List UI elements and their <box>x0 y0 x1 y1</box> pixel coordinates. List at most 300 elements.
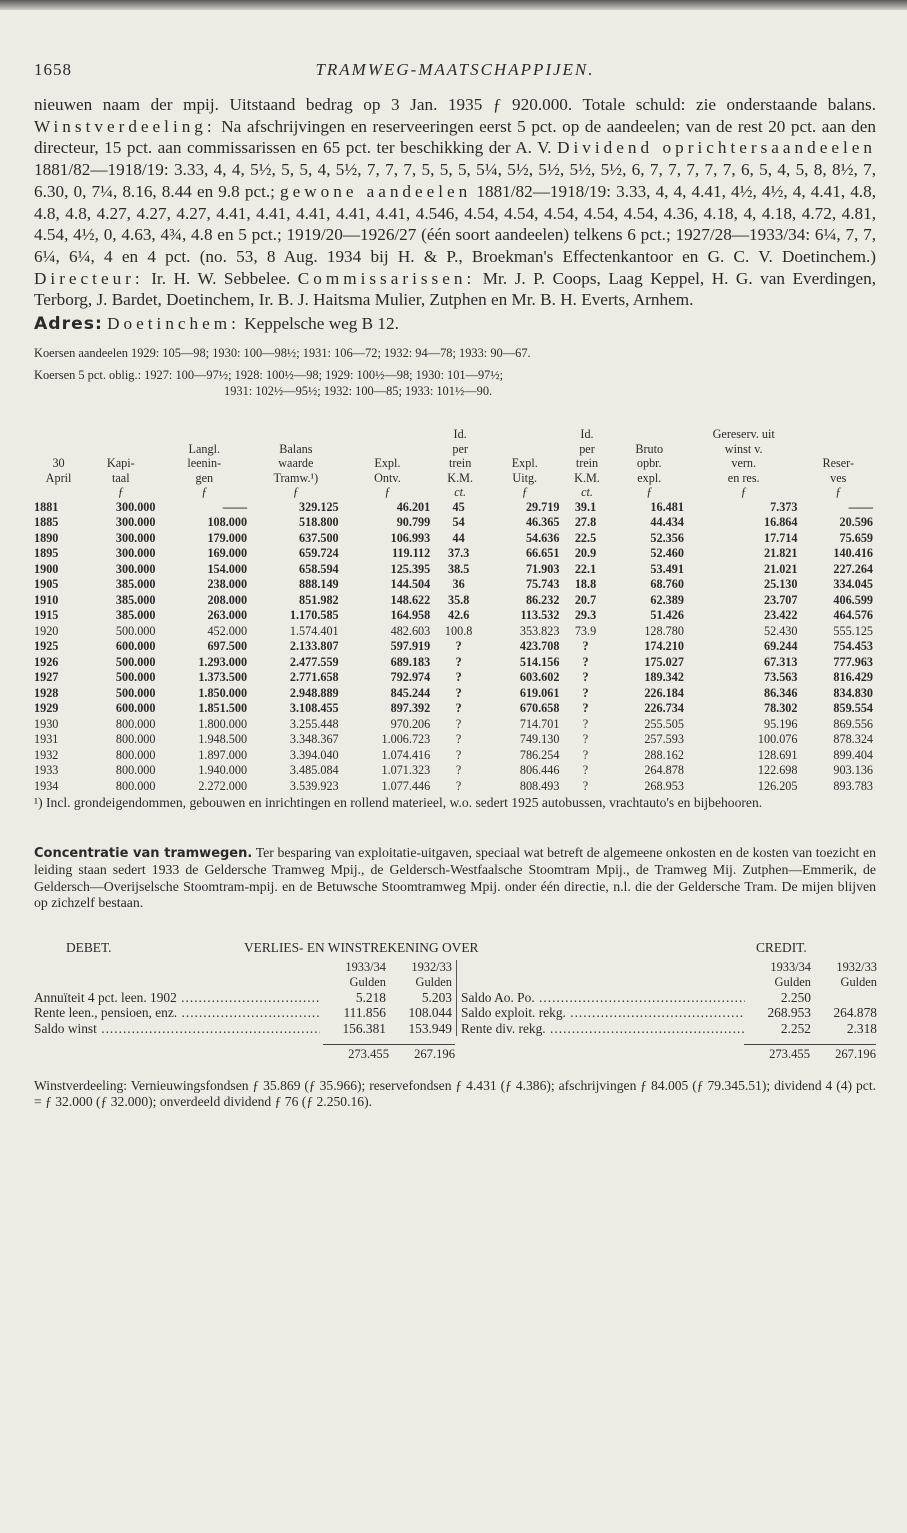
table-footnote: ¹) Incl. grondeigendommen, gebouwen en inrichtingen en rollend materieel, w.o. sedert 1925 autobussen, vrachtauto's en bijbehooren. <box>34 795 763 811</box>
column-header-line: vern. <box>731 456 757 471</box>
page-number: 1658 <box>34 60 72 79</box>
table-row <box>34 546 876 562</box>
table-cell: 208.000 <box>207 592 248 607</box>
table-cell: 385.000 <box>115 577 156 592</box>
table-cell: 1932 <box>34 747 59 762</box>
table-cell: 22.5 <box>574 530 597 545</box>
table-cell: 25.130 <box>763 577 798 592</box>
table-row <box>34 577 876 593</box>
column-header-line: Tramw.¹) <box>273 470 319 485</box>
table-row <box>34 624 876 640</box>
table-cell: 1895 <box>34 546 59 561</box>
table-row <box>34 531 876 547</box>
table-row <box>34 717 876 733</box>
koersen-obligaties-2: 1931: 102½—95½; 1932: 100—85; 1933: 101½—90. <box>224 384 493 399</box>
debet-currency-1: Gulden <box>349 974 386 989</box>
column-header <box>83 427 158 485</box>
statistics-table <box>34 427 876 794</box>
table-cell: 1.948.500 <box>198 732 248 747</box>
table-cell: 1.071.323 <box>381 763 431 778</box>
koersen-aandeelen: Koersen aandeelen 1929: 105—98; 1930: 100—98½; 1931: 106—72; 1932: 94—78; 1933: 90—67. <box>34 346 531 361</box>
table-cell: ? <box>455 639 462 654</box>
table-cell: 777.963 <box>833 654 873 669</box>
table-cell: 300.000 <box>115 530 156 545</box>
table-cell: 893.783 <box>833 778 873 793</box>
credit-label: Saldo Ao. Po. ..... <box>461 990 745 1006</box>
table-cell: 385.000 <box>115 592 156 607</box>
table-cell: 45 <box>452 499 465 514</box>
credit-value-1: 2.252 <box>780 1020 811 1036</box>
unit-cell <box>34 485 83 500</box>
table-cell: 597.919 <box>390 639 431 654</box>
table-cell: 1930 <box>34 716 59 731</box>
table-cell: 300.000 <box>115 499 156 514</box>
table-cell: ? <box>455 747 462 762</box>
table-cell: 51.426 <box>650 608 684 623</box>
table-cell: 800.000 <box>115 763 156 778</box>
column-header-line: en res. <box>727 470 760 485</box>
commissarissen-label: Commissarissen: <box>297 268 476 288</box>
table-cell: 1.850.000 <box>198 685 248 700</box>
table-cell: 86.232 <box>525 592 560 607</box>
table-cell: 619.061 <box>519 685 560 700</box>
table-cell: 970.206 <box>390 716 431 731</box>
koersen-obligaties <box>34 367 876 399</box>
table-cell: 255.505 <box>644 716 684 731</box>
credit-row <box>461 990 877 1006</box>
table-cell: 20.9 <box>574 546 597 561</box>
table-cell: 52.460 <box>650 546 684 561</box>
column-header-line: K.M. <box>574 470 600 485</box>
table-cell: ? <box>582 639 589 654</box>
column-header-line: Reser- <box>822 456 855 471</box>
table-cell: 27.8 <box>574 515 597 530</box>
table-cell: 78.302 <box>763 701 798 716</box>
table-cell: 52.356 <box>650 530 684 545</box>
table-cell: 2.948.889 <box>289 685 339 700</box>
table-cell: 603.602 <box>519 670 560 685</box>
table-cell: 1925 <box>34 639 59 654</box>
scan-edge <box>0 0 907 10</box>
concentratie-label: Concentratie van tramwegen. <box>34 846 253 862</box>
table-cell: 23.422 <box>763 608 798 623</box>
table-cell: ? <box>455 685 462 700</box>
table-cell: 128.691 <box>757 747 798 762</box>
table-cell: 1.940.000 <box>198 763 248 778</box>
table-cell: 1934 <box>34 778 59 793</box>
table-cell: 52.430 <box>763 623 798 638</box>
table-cell: 106.993 <box>390 530 431 545</box>
table-cell: 1.074.416 <box>381 747 431 762</box>
table-cell: 22.1 <box>574 561 597 576</box>
table-cell: 113.532 <box>520 608 560 623</box>
column-header <box>34 427 83 485</box>
table-cell: 21.021 <box>763 561 798 576</box>
table-cell: 108.000 <box>207 515 248 530</box>
column-header-line: leenin- <box>187 456 222 471</box>
column-header <box>562 427 611 485</box>
adres-city: Doetinchem: <box>107 314 240 334</box>
table-cell: 29.3 <box>574 608 597 623</box>
table-cell: 226.184 <box>644 685 684 700</box>
table-cell: 300.000 <box>115 546 156 561</box>
unit-cell: ƒ <box>740 485 747 500</box>
table-cell: 899.404 <box>833 747 873 762</box>
table-cell: 714.701 <box>519 716 560 731</box>
table-cell: 238.000 <box>207 577 248 592</box>
credit-year-1: 1933/34 <box>770 959 811 974</box>
table-cell: 3.485.084 <box>289 763 339 778</box>
column-header <box>487 427 562 485</box>
table-cell: 128.780 <box>644 623 684 638</box>
table-row <box>34 732 876 748</box>
table-row <box>34 701 876 717</box>
table-cell: 264.878 <box>644 763 684 778</box>
table-cell: 66.651 <box>525 546 560 561</box>
table-cell: 140.416 <box>833 546 873 561</box>
table-cell: 670.658 <box>519 701 560 716</box>
table-cell: 888.149 <box>299 577 339 592</box>
table-cell: 54.636 <box>525 530 560 545</box>
table-cell: 95.196 <box>763 716 798 731</box>
table-cell: 20.596 <box>839 515 873 530</box>
table-cell: 46.365 <box>525 515 560 530</box>
table-cell: 897.392 <box>390 701 431 716</box>
table-cell: 288.162 <box>644 747 684 762</box>
credit-currency-2: Gulden <box>840 974 877 989</box>
table-cell: 514.156 <box>519 654 560 669</box>
table-row <box>34 779 876 795</box>
table-cell: 44 <box>452 530 465 545</box>
credit-currency-1: Gulden <box>774 974 811 989</box>
column-header <box>158 427 250 485</box>
table-cell: 659.724 <box>299 546 339 561</box>
table-cell: 20.7 <box>574 592 597 607</box>
credit-label: CREDIT. <box>756 939 807 955</box>
table-unit-row <box>34 485 876 500</box>
debet-value-2: 153.949 <box>408 1020 452 1036</box>
table-row <box>34 670 876 686</box>
table-row <box>34 655 876 671</box>
table-cell: 100.8 <box>444 623 473 638</box>
table-cell: 1.170.585 <box>289 608 339 623</box>
table-cell: 555.125 <box>833 623 873 638</box>
debet-label: Rente leen., pensioen, enz. ..... <box>34 1005 320 1021</box>
table-cell: 500.000 <box>115 654 156 669</box>
debet-currency <box>34 975 452 990</box>
table-cell: 500.000 <box>115 670 156 685</box>
table-cell: 73.9 <box>574 623 597 638</box>
table-cell: 179.000 <box>207 530 248 545</box>
table-cell: ? <box>582 763 589 778</box>
table-cell: 268.953 <box>644 778 684 793</box>
credit-row <box>461 1005 877 1021</box>
table-cell: 1926 <box>34 654 59 669</box>
column-header-line: winst v. <box>724 441 763 456</box>
table-cell: 1910 <box>34 592 59 607</box>
table-cell: 263.000 <box>207 608 248 623</box>
credit-value-2: 2.318 <box>846 1020 877 1036</box>
table-cell: 35.8 <box>447 592 470 607</box>
table-cell: 749.130 <box>519 732 560 747</box>
pl-totals <box>34 1044 876 1062</box>
table-cell: 816.429 <box>833 670 873 685</box>
adres-value: Keppelsche weg B 12. <box>244 314 399 334</box>
table-cell: 75.743 <box>525 577 560 592</box>
column-header-line: Id. <box>580 427 594 442</box>
table-row <box>34 593 876 609</box>
table-cell: 189.342 <box>644 670 684 685</box>
debet-value-2: 108.044 <box>408 1005 452 1021</box>
table-cell: 62.389 <box>650 592 684 607</box>
credit-totals <box>455 1044 876 1062</box>
table-cell: 175.027 <box>644 654 684 669</box>
column-header-line: per <box>452 441 468 456</box>
table-cell: 3.108.455 <box>289 701 339 716</box>
table-cell: 353.823 <box>519 623 560 638</box>
credit-value-2 <box>811 990 877 1006</box>
table-cell: 3.539.923 <box>289 778 339 793</box>
debet-label: Annuïteit 4 pct. leen. 1902 ..... <box>34 990 320 1006</box>
table-cell: 119.112 <box>391 546 431 561</box>
table-cell: 3.348.367 <box>289 732 339 747</box>
table-cell: 808.493 <box>519 778 560 793</box>
column-header-line: Id. <box>453 427 467 442</box>
column-header-line: taal <box>111 470 130 485</box>
table-cell: 122.698 <box>757 763 798 778</box>
table-cell: 100.076 <box>757 732 798 747</box>
table-cell: 637.500 <box>299 530 339 545</box>
credit-row <box>461 1021 877 1037</box>
table-cell: 18.8 <box>574 577 597 592</box>
credit-currency <box>457 975 877 990</box>
pl-grid <box>34 960 876 1037</box>
table-cell: 786.254 <box>519 747 560 762</box>
table-cell: 903.136 <box>833 763 873 778</box>
credit-value-1: 268.953 <box>767 1005 811 1021</box>
table-cell: 1920 <box>34 623 59 638</box>
winstverdeeling-text: Na afschrijvingen en reserveeringen eerst 5 pct. op de aandeelen; van de rest 20 pct. aan den directeur, 15 pct. aan commissarissen en 65 pct. ter beschikking der A. V. <box>34 116 876 158</box>
table-cell: 2.477.559 <box>289 654 339 669</box>
column-header-line: 30 <box>52 456 65 471</box>
credit-total-1: 273.455 <box>744 1044 810 1062</box>
dividend-gewone-text: 1881/82—1918/19: 3.33, 4, 4, 4.41, 4½, 4½, 4, 4.41, 4.8, 4.8, 4.8, 4.27, 4.27, 4.27, 4.41, 4.41, 4.41, 4.41, 4.41, 4.546, 4.54, 4.54, 4.54, 4.54, 4.54, 4.36, 4.18, 4, 4.18, 4.72, 4.81, 4.54, 4½, 0, 4.63, 4¾, 4.8 en 5 pct.; 1919/20—1926/27 (één soort aandeelen) telkens 6 pct.; 1927/28—1933/34: 6¼, 7, 7, 6¼, 6¼, 4 en 4 pct. (no. 53, 8 Aug. 1934 bij H. & P., Broekman's Effectenkantoor en G. C. V. Doetinchem.) <box>34 181 876 266</box>
debet-value-1: 156.381 <box>342 1020 386 1036</box>
concentratie-text: Ter besparing van exploitatie-uitgaven, speciaal wat betreft de algemeene onkosten en de kosten van toezicht en leiding staan sedert 1933 de Geldersche Tramweg Mpij., de Geldersch-Westfaalsche Stoomtram Mpij., de Tramweg Mij. Zutphen—Emmerik, de Geldersch—Overijselsche Stoomtram-mpij. en de Betuwsche Stoomtramweg Mpij. onder één directie, n.l. die der Geldersche Tram. De mijen blijven op zichzelf bestaan. <box>34 845 876 911</box>
column-header <box>800 427 876 485</box>
table-cell: 1.574.401 <box>289 623 339 638</box>
table-cell: ? <box>582 732 589 747</box>
column-header-line: opbr. <box>636 456 662 471</box>
debet-label: DEBET. <box>66 939 112 955</box>
table-cell: 16.864 <box>763 515 798 530</box>
table-cell: 464.576 <box>833 608 873 623</box>
table-cell: ? <box>582 716 589 731</box>
table-cell: 385.000 <box>115 608 156 623</box>
table-row <box>34 748 876 764</box>
table-cell: 1928 <box>34 685 59 700</box>
table-cell: 1890 <box>34 530 59 545</box>
table-cell: 500.000 <box>115 623 156 638</box>
table-cell: 851.982 <box>299 592 339 607</box>
table-cell: 169.000 <box>207 546 248 561</box>
table-cell: 423.708 <box>519 639 560 654</box>
pl-title: VERLIES- EN WINSTREKENING OVER <box>244 939 479 955</box>
table-cell: 42.6 <box>447 608 470 623</box>
unit-cell: ƒ <box>384 485 391 500</box>
table-cell: ? <box>455 701 462 716</box>
table-cell: 1.293.000 <box>198 654 248 669</box>
pl-header <box>34 940 876 960</box>
address-line <box>34 313 876 335</box>
table-cell: 17.714 <box>763 530 798 545</box>
table-cell: 69.244 <box>763 639 798 654</box>
debet-years <box>34 960 452 975</box>
credit-label: Saldo exploit. rekg. ..... <box>461 1005 745 1021</box>
table-row <box>34 686 876 702</box>
column-header-line: Expl. <box>374 456 401 471</box>
table-cell: 878.324 <box>833 732 873 747</box>
table-cell: 1.800.000 <box>198 716 248 731</box>
column-header-line: waarde <box>278 456 314 471</box>
table-cell: 452.000 <box>207 623 248 638</box>
table-row <box>34 608 876 624</box>
table-cell: ? <box>455 763 462 778</box>
table-cell: ? <box>582 747 589 762</box>
table-cell: ? <box>455 716 462 731</box>
credit-label: Rente div. rekg. ..... <box>461 1021 745 1037</box>
running-title: TRAMWEG-MAATSCHAPPIJEN. <box>315 60 595 79</box>
directeur-label: Directeur: <box>34 268 144 288</box>
gewone-aandeelen-label: gewone aandeelen <box>280 181 472 201</box>
table-cell: 658.594 <box>299 561 339 576</box>
table-cell: 44.434 <box>650 515 684 530</box>
table-cell: 1881 <box>34 499 59 514</box>
table-cell: 1.077.446 <box>381 778 431 793</box>
column-header-line: Gereserv. uit <box>712 427 775 442</box>
table-cell: 1885 <box>34 515 59 530</box>
company-description <box>34 94 876 311</box>
credit-value-1: 2.250 <box>780 989 811 1005</box>
table-cell: 754.453 <box>833 639 873 654</box>
table-row <box>34 500 876 516</box>
table-cell: 68.760 <box>650 577 684 592</box>
unit-cell: ct. <box>581 485 593 500</box>
table-cell: 800.000 <box>115 747 156 762</box>
debet-row <box>34 990 452 1006</box>
debet-totals <box>34 1044 455 1062</box>
table-cell: 1.373.500 <box>198 670 248 685</box>
table-cell: 23.707 <box>763 592 798 607</box>
table-cell: 300.000 <box>115 515 156 530</box>
table-cell: 800.000 <box>115 732 156 747</box>
debet-year-2: 1932/33 <box>411 959 452 974</box>
table-cell: 144.504 <box>390 577 431 592</box>
table-cell: ? <box>455 670 462 685</box>
table-cell: 1.006.723 <box>381 732 431 747</box>
table-header-row <box>34 427 876 485</box>
column-header-line: Ontv. <box>374 470 401 485</box>
unit-cell: ƒ <box>201 485 208 500</box>
debet-value-2: 5.203 <box>421 989 452 1005</box>
debet-label: Saldo winst ..... <box>34 1021 320 1037</box>
debet-total-1: 273.455 <box>323 1044 389 1062</box>
table-cell: 174.210 <box>644 639 684 654</box>
column-header <box>687 427 801 485</box>
table-cell: 2.771.658 <box>289 670 339 685</box>
credit-year-2: 1932/33 <box>836 959 877 974</box>
table-cell: 334.045 <box>833 577 873 592</box>
column-header <box>342 427 434 485</box>
table-row <box>34 562 876 578</box>
table-cell: 16.481 <box>650 499 684 514</box>
table-cell: ? <box>455 654 462 669</box>
unit-cell: ƒ <box>835 485 842 500</box>
column-header-line: trein <box>448 456 472 471</box>
table-cell: 800.000 <box>115 716 156 731</box>
table-cell: 53.491 <box>650 561 684 576</box>
table-cell: 697.500 <box>207 639 248 654</box>
credit-side <box>457 960 877 1037</box>
debet-side <box>34 960 457 1037</box>
debet-row <box>34 1005 452 1021</box>
commissarissen-text: Mr. J. P. Coops, Laag Keppel, H. G. van Everdingen, Terborg, J. Bardet, Doetinchem, Ir. B. J. Haitsma Mulier, Zutphen en Mr. B. H. Everts, Arnhem. <box>34 268 877 310</box>
table-cell: 75.659 <box>839 530 873 545</box>
table-cell: 1929 <box>34 701 59 716</box>
column-header-line: April <box>45 470 72 485</box>
unit-cell: ƒ <box>521 485 528 500</box>
table-cell: 600.000 <box>115 701 156 716</box>
credit-years <box>457 960 877 975</box>
intro-text: nieuwen naam der mpij. Uitstaand bedrag op 3 Jan. 1935 ƒ 920.000. Totale schuld: zie onderstaande balans. <box>34 95 876 114</box>
table-row <box>34 639 876 655</box>
table-cell: 148.622 <box>390 592 431 607</box>
adres-label: Adres: <box>34 314 103 335</box>
table-cell: 1900 <box>34 561 59 576</box>
table-cell: 86.346 <box>763 685 798 700</box>
table-cell: 600.000 <box>115 639 156 654</box>
table-cell: ? <box>455 778 462 793</box>
column-header-line: expl. <box>637 470 662 485</box>
unit-cell: ct. <box>454 485 467 500</box>
column-header-line: K.M. <box>447 470 473 485</box>
dividend-label: Dividend oprichtersaandeelen <box>557 138 876 158</box>
page-header <box>34 50 876 94</box>
table-cell: ? <box>582 654 589 669</box>
profit-loss-statement <box>34 940 876 1063</box>
table-cell: 7.373 <box>770 499 798 514</box>
table-cell: 1931 <box>34 732 59 747</box>
table-cell: 859.554 <box>833 701 873 716</box>
column-header <box>612 427 687 485</box>
credit-value-2: 264.878 <box>833 1005 877 1021</box>
table-cell: 257.593 <box>644 732 684 747</box>
table-cell: 3.255.448 <box>289 716 339 731</box>
koersen-obligaties-1: Koersen 5 pct. oblig.: 1927: 100—97½; 1928: 100½—98; 1929: 100½—98; 1930: 101—97½; <box>34 368 504 383</box>
table-cell: 38.5 <box>447 561 470 576</box>
winstverdeeling-label: Winstverdeeling: <box>34 116 216 136</box>
unit-cell: ƒ <box>646 485 653 500</box>
debet-value-1: 111.856 <box>343 1005 386 1021</box>
dividend-oprichters-text: 1881/82—1918/19: 3.33, 4, 4, 5½, 5, 5, 4, 5½, 7, 7, 7, 5, 5, 5, 5¼, 5½, 5½, 5½, 5½, 6, 7, 7, 7, 7, 7, 6, 5, 4, 5, 8, 8½, 7, 6.30, 0, 7¼, 8.16, 8.44 en 9.8 pct.; <box>34 160 876 201</box>
table-cell: 37.3 <box>447 546 470 561</box>
column-header-line: gen <box>195 470 214 485</box>
table-cell: 834.830 <box>833 685 873 700</box>
table-cell: 1915 <box>34 608 59 623</box>
table-cell: 154.000 <box>207 561 248 576</box>
table-cell: 164.958 <box>390 608 431 623</box>
table-cell: ? <box>582 701 589 716</box>
